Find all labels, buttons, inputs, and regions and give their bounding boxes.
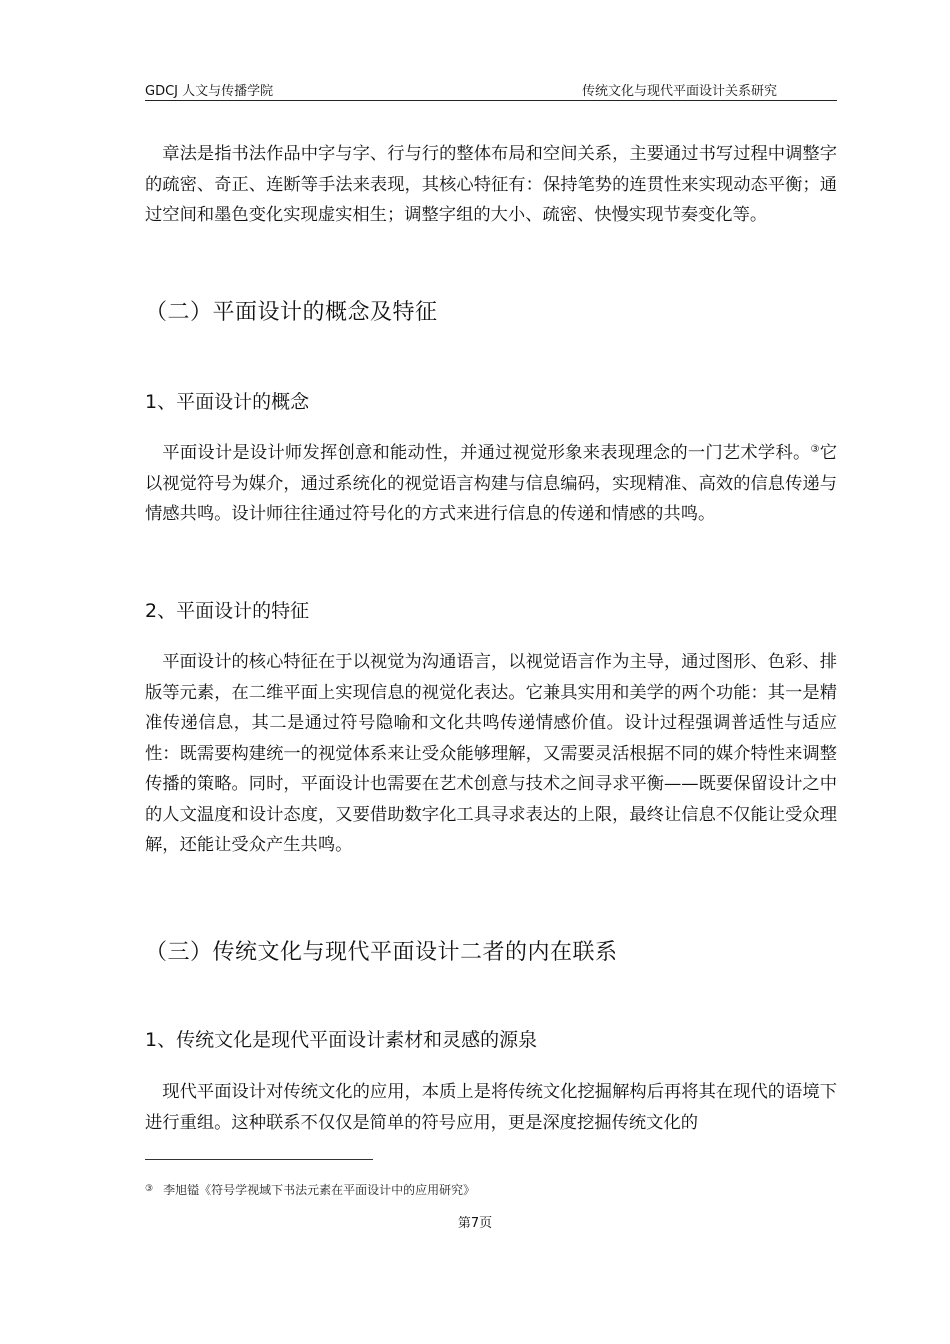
- footnote-divider: [145, 1159, 373, 1160]
- page-header: [145, 78, 837, 101]
- paragraph-feature: 平面设计的核心特征在于以视觉为沟通语言，以视觉语言作为主导，通过图形、色彩、排版等元素，在二维平面上实现信息的视觉化表达。它兼具实用和美学的两个功能：其一是精准传递信息，其二是通过符号隐喻和文化共鸣传递情感价值。设计过程强调普适性与适应性：既需要构建统一的视觉体系来让受众能够理解，又需要灵活根据不同的媒介特性来调整传播的策略。同时，平面设计也需要在艺术创意与技术之间寻求平衡——既要保留设计之中的人文温度和设计态度，又要借助数字化工具寻求表达的上限，最终让信息不仅能让受众理解，还能让受众产生共鸣。: [145, 652, 837, 855]
- paragraph-concept: [145, 438, 837, 530]
- paragraph-source: 现代平面设计对传统文化的应用，本质上是将传统文化挖掘解构后再将其在现代的语境下进行重组。这种联系不仅仅是简单的符号应用，更是深度挖掘传统文化的: [145, 1082, 837, 1133]
- page-number: 第7页: [457, 1216, 493, 1231]
- heading-sub-source: 1、传统文化是现代平面设计素材和灵感的源泉: [145, 1029, 538, 1051]
- header-institution: GDCJ 人文与传播学院: [145, 84, 274, 99]
- heading-section-2: （二）平面设计的概念及特征: [145, 300, 438, 325]
- heading-sub-concept: 1、平面设计的概念: [145, 391, 310, 413]
- footnote: [145, 1181, 475, 1198]
- header-thesis-title: 传统文化与现代平面设计关系研究: [581, 84, 777, 99]
- paragraph-concept-part2: 它以视觉符号为媒介，通过系统化的视觉语言构建与信息编码，实现精准、高效的信息传递与情感共鸣。设计师往往通过符号化的方式来进行信息的传递和情感的共鸣。: [145, 443, 837, 524]
- footnote-text: 李旭镒《符号学视域下书法元素在平面设计中的应用研究》: [163, 1183, 476, 1197]
- footnote-ref-3[interactable]: ③: [810, 444, 820, 455]
- heading-sub-feature: 2、平面设计的特征: [145, 600, 310, 622]
- paragraph-concept-part1: 平面设计是设计师发挥创意和能动性，并通过视觉形象来表现理念的一门艺术学科。: [162, 443, 811, 463]
- paragraph-zhangfa: 章法是指书法作品中字与字、行与行的整体布局和空间关系，主要通过书写过程中调整字的疏密、奇正、连断等手法来表现，其核心特征有：保持笔势的连贯性来实现动态平衡；通过空间和墨色变化实现虚实相生；调整字组的大小、疏密、快慢实现节奏变化等。: [145, 144, 837, 225]
- heading-section-3: （三）传统文化与现代平面设计二者的内在联系: [145, 940, 618, 965]
- footnote-mark: ③: [145, 1184, 154, 1194]
